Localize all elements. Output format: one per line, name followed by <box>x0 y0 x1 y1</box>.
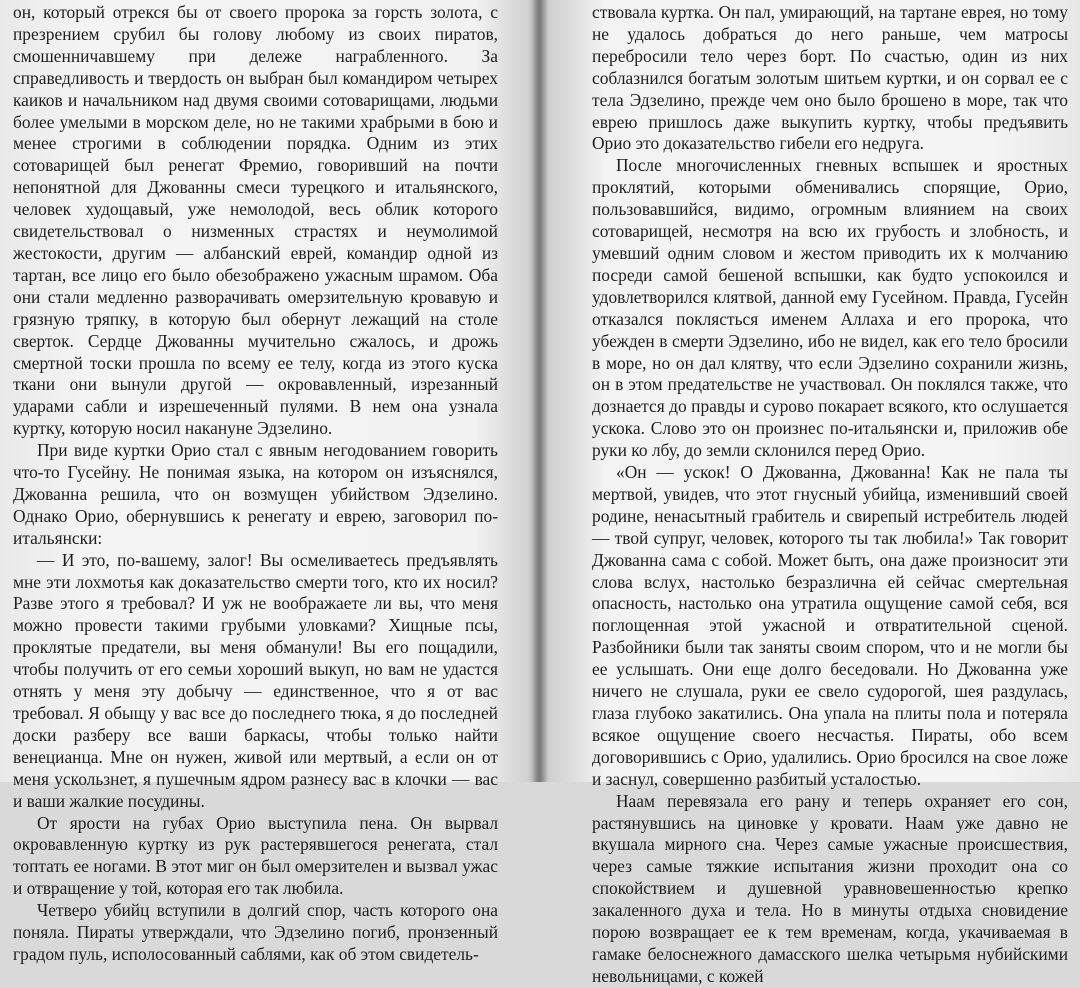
right-paragraph-1: ствовала куртка. Он пал, умирающий, на тартане еврея, но тому не удалось добраться до него раньше, чем матросы перебросили тело через борт. По счастью, один из них соблазнился богатым золотым шитьем куртки, и он сорвал ее с тела Эдзелино, прежде чем оно было брошено в море, так что еврею пришлось даже выкупить куртку, чтобы предъявить Орио это доказательство гибели его недруга. <box>592 2 1068 154</box>
right-paragraph-3: «Он — ускок! О Джованна, Джованна! Как не пала ты мертвой, увидев, что этот гнусный убийца, изменивший своей родине, ненасытный грабитель и свирепый истребитель людей — твой супруг, человек, которого ты так любила!» Так говорит Джованна сама с собой. Может быть, она даже произносит эти слова вслух, настолько безразлична ей сейчас смертельная опасность, настолько она утратила ощущение самой себя, вся поглощенная этой ужасной и отвратительной сценой. Разбойники были так заняты своим спором, что и не могли бы ее услышать. Они еще долго беседовали. Но Джованна уже ничего не слушала, руки ее свело судорогой, шея раздулась, глаза глубоко закатились. Она упала на плиты пола и потеряла всякое ощущение своего несчастья. Пираты, обо всем договорившись с Орио, удалились. Орио бросился на свое ложе и заснул, совершенно разбитый усталостью. <box>592 462 1068 789</box>
right-page-text <box>592 2 1068 988</box>
book-gutter <box>528 0 548 782</box>
right-page <box>548 0 1080 986</box>
left-page <box>0 0 525 964</box>
left-page-text <box>13 2 498 966</box>
left-paragraph-1: он, который отрекся бы от своего пророка за горсть золота, с презрением срубил бы голову любому из своих пиратов, смошенничавшему при дележе награбленного. За справедливость и твердость он выбран был командиром четырех каиков и начальником над двумя своими сотоварищами, людьми более умелыми в морском деле, но не такими храбрыми в бою и менее строгими в соблюдении порядка. Одним из этих сотоварищей был ренегат Фремио, говоривший на почти непонятной для Джованны смеси турецкого и итальянского, человек худощавый, уже немолодой, весь облик которого свидетельствовал о низменных страстях и неумолимой жестокости, другим — албанский еврей, командир одной из тартан, все лицо его было обезображено ужасным шрамом. Оба они стали медленно разворачивать омерзительную кровавую и грязную тряпку, в которую был обернут лежащий на столе сверток. Сердце Джованны мучительно сжалось, и дрожь смертной тоски прошла по всему ее телу, когда из этого куска ткани они вынули другой — окровавленный, изрезанный ударами сабли и изрешеченный пулями. В нем она узнала куртку, которую носил накануне Эдзелино. <box>13 2 498 439</box>
right-paragraph-2: После многочисленных гневных вспышек и яростных проклятий, которыми обменивались спорящие, Орио, пользовавшийся, видимо, огромным влиянием на своих сотоварищей, несмотря на всю их грубость и злобность, и умевший одним словом и жестом приводить их к молчанию посреди самой бешеной вспышки, как будто успокоился и удовлетворился клятвой, данной ему Гусейном. Правда, Гусейн отказался поклясться именем Аллаха и его пророка, что убежден в смерти Эдзелино, ибо не видел, как его тело бросили в море, но он дал клятву, что если Эдзелино сохранили жизнь, он в этом предательстве не участвовал. Он поклялся также, что дознается до правды и сурово покарает всякого, кто ослушается ускока. Слово это он произнес по-итальянски и, приложив обе руки ко лбу, до земли склонился перед Орио. <box>592 155 1068 461</box>
left-paragraph-4: От ярости на губах Орио выступила пена. Он вырвал окровавленную куртку из рук растерявшегося ренегата, стал топтать ее ногами. В этот миг он был омерзителен и вызвал ужас и отвращение у той, которая его так любила. <box>13 812 498 899</box>
right-paragraph-4: Наам перевязала его рану и теперь охраняет его сон, растянувшись на циновке у кровати. Наам уже давно не вкушала мирного сна. Через самые ужасные происшествия, через самые тяжкие испытания жизни проходит она со спокойствием и душевной уравновешенностью крепко закаленного духа и тела. Но в минуты отдыха сновидение порою возвращает ее к тем временам, когда, укачиваемая в гамаке белоснежного дамасского шелка четырьмя нубийскими невольницами, с кожей <box>592 790 1068 986</box>
left-paragraph-2: При виде куртки Орио стал с явным негодованием говорить что-то Гусейну. Не понимая языка, на котором он изъяснялся, Джованна решила, что он возмущен убийством Эдзелино. Однако Орио, обернувшись к ренегату и еврею, заговорил по-итальянски: <box>13 440 498 548</box>
left-paragraph-3: — И это, по-вашему, залог! Вы осмеливаетесь предъявлять мне эти лохмотья как доказательство смерти того, кто их носил? Разве этого я требовал? И уж не воображаете ли вы, что меня можно провести такими грубыми уловками? Хищные псы, проклятые предатели, вы меня обманули! Вы его пощадили, чтобы получить от его семьи хороший выкуп, но вам не удастся отнять у меня эту добычу — единственное, что я от вас требовал. Я обыщу у вас все до последнего тюка, я до последней доски разберу все ваши баркасы, чтобы только найти венецианца. Мне он нужен, живой или мертвый, а если он от меня ускользнет, я пушечным ядром разнесу вас в клочки — вас и ваши жалкие посудины. <box>13 549 498 811</box>
left-paragraph-5: Четверо убийц вступили в долгий спор, часть которого она поняла. Пираты утверждали, что Эдзелино погиб, пронзенный градом пуль, исполосованный саблями, как об этом свидетель- <box>13 900 498 964</box>
